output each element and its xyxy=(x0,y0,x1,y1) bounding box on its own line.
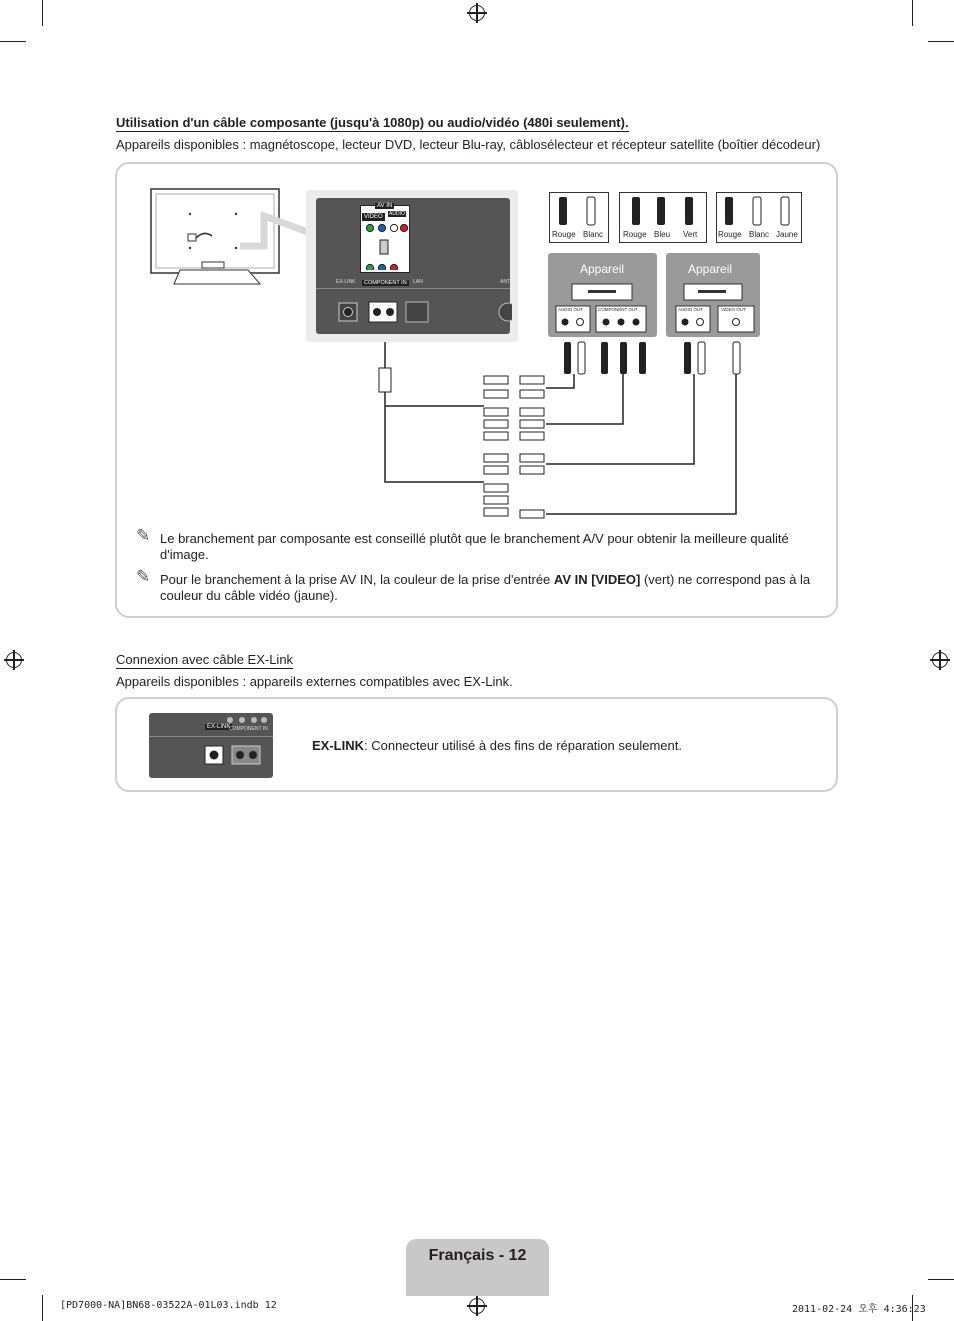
note-av-in xyxy=(160,572,820,604)
audio-label: AUDIO xyxy=(389,211,405,217)
crop-mark xyxy=(42,1295,43,1321)
lan-label: LAN xyxy=(413,279,423,285)
ex-link-label: EX-LINK xyxy=(336,279,356,285)
section-intro-ex-link: Appareils disponibles : appareils externes compatibles avec EX-Link. xyxy=(116,674,513,689)
port-label: AUDIO OUT xyxy=(558,307,584,312)
section-heading-ex-link: Connexion avec câble EX-Link xyxy=(116,652,294,667)
ant-label: ANT xyxy=(500,279,510,285)
port-label: COMPONENT OUT xyxy=(598,307,638,312)
port-label: AUDIO OUT xyxy=(678,307,704,312)
ex-link-description xyxy=(312,738,682,753)
note-text: (vert) ne correspond pas à la couleur du câble vidéo (jaune). xyxy=(160,572,811,603)
print-slug-left: [PD7000-NA]BN68-03522A-01L03.indb 12 xyxy=(60,1300,277,1311)
crop-mark xyxy=(928,1279,954,1280)
device-label: Appareil xyxy=(580,262,625,276)
print-slug-right: 2011-02-24 오후 4:36:23 xyxy=(792,1304,926,1315)
note-text-bold: AV IN [VIDEO] xyxy=(553,572,641,587)
ex-link-ports xyxy=(200,712,272,768)
page-number-tab xyxy=(406,1239,549,1296)
registration-mark-icon xyxy=(932,652,948,668)
section-heading-component: Utilisation d'un câble composante (jusqu'à 1080p) ou audio/vidéo (480i seulement). xyxy=(116,115,629,130)
tv-rear-ports xyxy=(336,300,512,326)
section-intro-component: Appareils disponibles : magnétoscope, lecteur DVD, lecteur Blu-ray, câblosélecteur et récepteur satellite (boîtier décodeur) xyxy=(116,137,821,152)
cable-label: Rouge xyxy=(552,230,576,239)
cable-label: Vert xyxy=(683,230,698,239)
note-pencil-icon: ✎ xyxy=(136,526,151,545)
ex-link-panel-label: EX-LINK xyxy=(207,724,231,730)
cable-label: Rouge xyxy=(623,230,647,239)
cable-label: Bleu xyxy=(654,230,671,239)
registration-mark-icon xyxy=(469,5,485,21)
ex-link-definition: : Connecteur utilisé à des fins de réparation seulement. xyxy=(364,738,682,753)
registration-mark-icon xyxy=(469,1298,485,1314)
cable-plugs xyxy=(549,193,801,229)
device-label: Appareil xyxy=(688,262,733,276)
crop-mark xyxy=(0,1279,26,1280)
cable-label: Blanc xyxy=(749,230,770,239)
av-in-label: AV IN xyxy=(377,203,393,209)
crop-mark xyxy=(42,0,43,26)
note-component: Le branchement par composante est conseillé plutôt que le branchement A/V pour obtenir la meilleure qualité d'image. xyxy=(160,531,789,562)
note-pencil-icon: ✎ xyxy=(136,567,151,586)
crop-mark xyxy=(928,41,954,42)
component-in-label: COMPONENT IN xyxy=(364,280,407,286)
video-label: VIDEO xyxy=(364,214,383,220)
cable-label: Rouge xyxy=(718,230,742,239)
cable-label: Blanc xyxy=(583,230,604,239)
port-label: VIDEO OUT xyxy=(721,307,746,312)
tv-illustration xyxy=(148,186,318,290)
panel-divider xyxy=(316,288,510,289)
av-in-jacks xyxy=(362,222,408,270)
ex-link-term: EX-LINK xyxy=(312,738,364,753)
component-in-label: COMPONENT IN xyxy=(229,726,268,732)
cable-wiring xyxy=(374,338,754,524)
cable-label: Jaune xyxy=(776,230,798,239)
note-text: Pour le branchement à la prise AV IN, la couleur de la prise d'entrée xyxy=(160,572,554,587)
crop-mark xyxy=(912,0,913,26)
crop-mark xyxy=(0,41,26,42)
page-number: Français - 12 xyxy=(428,1247,527,1264)
registration-mark-icon xyxy=(6,652,22,668)
